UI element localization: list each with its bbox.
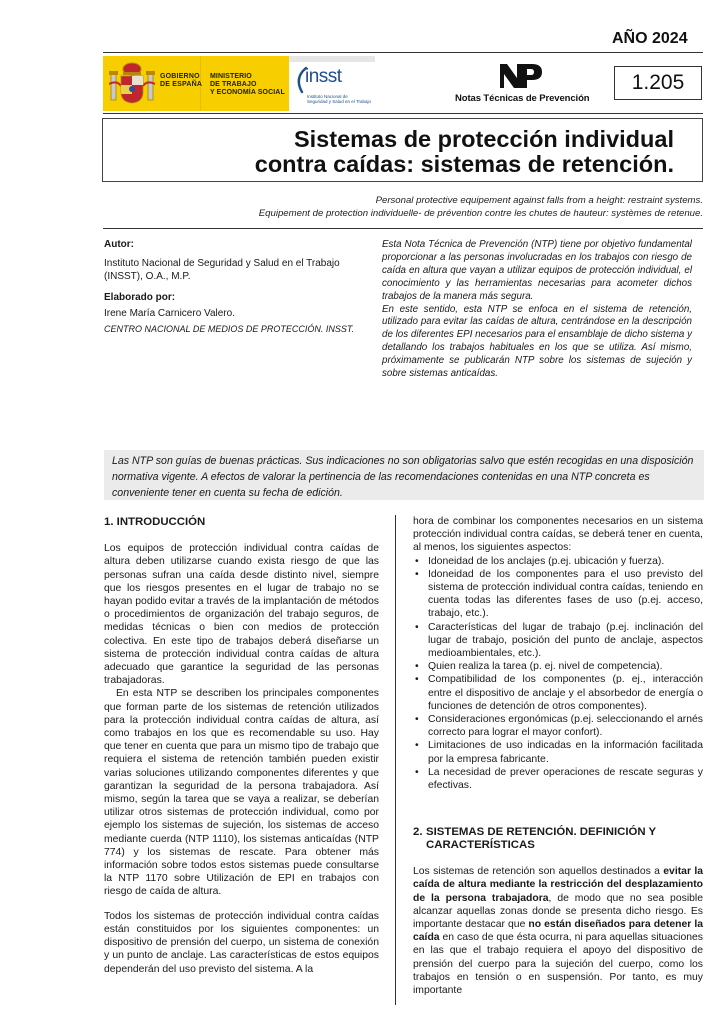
- gov-logo-line1: GOBIERNO: [160, 73, 200, 80]
- ministry-logo-line2: DE TRABAJO: [210, 81, 257, 88]
- page-title: [255, 127, 674, 177]
- text-run: , de modo que no sea posible alcanzar aquellas zonas donde se presenta dicho riesgo. Es importante destacar que: [413, 892, 703, 931]
- text-run: en caso de que ésta ocurra, ni para aquellas situaciones en las que el trabajo requiera el apoyo del dispositivo de prensión del cuerpo para la sujeción del cuerpo, como los trabajos en tensión o en suspensión. Por tanto, es muy importante: [413, 932, 703, 997]
- author-line2: (INSST), O.A., M.P.: [104, 271, 191, 282]
- gov-logo-line2: DE ESPAÑA: [160, 81, 203, 88]
- list-item-text: La necesidad de prever operaciones de rescate seguras y efectivas.: [428, 766, 703, 792]
- abstract-paragraph-1: Esta Nota Técnica de Prevención (NTP) tiene por objetivo fundamental proporcionar a las personas involucradas en los trabajos con riesgo de caída en altura que vayan a utilizar equipos de protección individual, el conocimiento y las herramientas necesarias para acometer dichos trabajos de la manera más segura.: [382, 239, 692, 302]
- left-column: [104, 516, 379, 976]
- abstract: [382, 239, 692, 381]
- author-label: Autor:: [104, 239, 134, 250]
- aspects-list: [413, 555, 703, 793]
- title-box: [102, 118, 703, 182]
- author-line1: Instituto Nacional de Seguridad y Salud en el Trabajo: [104, 258, 340, 269]
- ministry-logo-line3: Y ECONOMÍA SOCIAL: [210, 89, 285, 96]
- header-rule: [103, 52, 703, 53]
- bold-text-run: no están diseñados para detener la caída: [413, 919, 703, 944]
- bullet-icon: •: [415, 740, 419, 752]
- list-item-text: Quien realiza la tarea (p. ej. nivel de competencia).: [428, 661, 663, 673]
- government-logo-text: [160, 73, 202, 89]
- text-run: Los sistemas de retención son aquellos destinados a: [413, 866, 664, 878]
- insst-sub-line1: Instituto Nacional de: [307, 94, 348, 99]
- section-1-paragraph-3-continued: hora de combinar los componentes necesarios en un sistema protección individual contra caídas, se deberá tener en cuenta, al menos, los siguientes aspectos:: [413, 516, 703, 554]
- title-line2: contra caídas: sistemas de retención.: [254, 151, 674, 177]
- year-label: AÑO 2024: [612, 30, 688, 47]
- coat-of-arms-icon: [109, 62, 155, 104]
- section-1-paragraph-1: Los equipos de protección individual contra caídas de altura deben utilizarse cuando exista riesgo de que las personas sufran una caída desde distinto nivel, siempre que los riesgos presentes en el lugar de trabajo no se hayan podido evitar a través de la implantación de métodos o procedimientos de organización del trabajo seguros, de medidas técnicas o bien con medios de protección colectiva. En este tipo de trabajos deberá diseñarse un sistema de protección individual contra caídas de altura adecuado que garantice la seguridad de las personas trabajadoras.: [104, 543, 379, 687]
- list-item: [413, 621, 703, 661]
- center-name: CENTRO NACIONAL DE MEDIOS DE PROTECCIÓN. INSST.: [104, 324, 355, 334]
- ntp-number-box: 1.205: [614, 66, 702, 100]
- title-line1: Sistemas de protección individual: [293, 126, 674, 152]
- list-item-text: Características del lugar de trabajo (p.ej. inclinación del lugar de trabajo, posición del punto de anclaje, aspectos medioambientales, etc.).: [428, 621, 703, 660]
- abstract-paragraph-2: En este sentido, esta NTP se enfoca en el sistema de retención, utilizado para evitar las caídas de altura, centrándose en la descripción de los diferentes EPI necesarios para el ensamblaje de dicho sistema y detallando los trabajos habituales en los que se utiliza. Así mismo, próximamente se publicarán NTP sobre los sistemas de sujeción y sobre sistemas anticaídas.: [382, 303, 692, 380]
- np-caption: Notas Técnicas de Prevención: [455, 93, 590, 104]
- np-logo-icon: [500, 64, 542, 88]
- list-item-text: Idoneidad de los anclajes (p.ej. ubicación y fuerza).: [428, 555, 665, 567]
- elaborated-name: Irene María Carnicero Valero.: [104, 308, 235, 319]
- list-item-text: Compatibilidad de los componentes (p. ej., interacción entre el dispositivo de anclaje y el absorbedor de energía o funciones de detención de otros componentes).: [428, 674, 703, 712]
- list-item-text: Consideraciones ergonómicas (p.ej. seleccionando el arnés correcto para lograr el mayor confort).: [428, 714, 703, 739]
- ministry-logo-text: [210, 73, 285, 97]
- list-item: [413, 766, 703, 792]
- column-divider: [395, 515, 396, 1005]
- ministry-logo-line1: MINISTERIO: [210, 73, 252, 80]
- bullet-icon: •: [415, 661, 419, 673]
- bullet-icon: •: [415, 766, 419, 778]
- section-2-paragraph-1: [413, 865, 703, 997]
- subtitle-french: Equipement de protection individuelle- de prévention contre les chutes de hauteur: systèmes de retenue.: [258, 208, 703, 219]
- right-column: [413, 515, 703, 997]
- list-item: [413, 673, 703, 713]
- list-item-text: Idoneidad de los componentes para el uso previsto del sistema de protección individual contra caídas, teniendo en cuenta todas las diferentes fases de uso (p.ej. acceso, trabajo, etc.).: [428, 568, 703, 620]
- logo-grey-strip: [289, 56, 375, 62]
- bullet-icon: •: [415, 621, 419, 633]
- section-2-heading: [413, 826, 703, 852]
- bullet-icon: •: [415, 674, 419, 686]
- insst-logo-word: insst: [305, 66, 342, 87]
- list-item: [413, 713, 703, 739]
- author-block: [104, 238, 374, 336]
- insst-logo-subtitle: [307, 94, 371, 104]
- elaborated-label: Elaborado por:: [104, 292, 176, 303]
- logo-rule: [103, 113, 703, 114]
- bold-text-run: evitar la caída de altura mediante la restricción del desplazamiento de la persona trabajadora: [413, 866, 703, 904]
- list-item: [413, 568, 703, 621]
- section-2-number: 2.: [413, 826, 423, 839]
- list-item: [413, 660, 703, 673]
- subtitle-rule: [103, 228, 703, 229]
- list-item-text: Limitaciones de uso indicadas en la información facilitada por la empresa fabricante.: [428, 740, 703, 765]
- section-1-heading: 1. INTRODUCCIÓN: [104, 516, 206, 528]
- insst-sub-line2: Seguridad y Salud en el Trabajo: [307, 99, 372, 104]
- bullet-icon: •: [415, 568, 419, 580]
- section-1-paragraph-3: Todos los sistemas de protección individual contra caídas están constituidos por los siguientes componentes: un dispositivo de prensión del cuerpo, un sistema de conexión y un punto de anclaje. Las características de estos equipos dependerán del uso previsto del sistema. A la: [104, 910, 379, 975]
- bullet-icon: •: [415, 555, 419, 567]
- bullet-icon: •: [415, 714, 419, 726]
- list-item: [413, 555, 703, 568]
- list-item: [413, 739, 703, 765]
- section-1-paragraph-2: En esta NTP se describen los principales componentes que forman parte de los sistemas de retención utilizados para la protección individual contra caídas de altura, así como trabajos en los que es recomendable su uso. Hay que tener en cuenta que para un mismo tipo de trabajo que requiera el sistema de retención también pueden existir varias soluciones utilizando componentes diferentes y que garantizan la seguridad de la persona trabajadora. Así mismo, según la tarea que se vaya a realizar, se deberían utilizar otros sistemas de protección individual, como por ejemplo los sistemas de sujeción, los sistemas de acceso mediante cuerda (NTP 1110), los sistemas anticaídas (NTP 774) y los sistemas de rescate. Para obtener más información sobre todos estos sistemas puede consultarse la NTP 1170 sobre Utilización de EPI en trabajos con riesgo de caída de altura.: [104, 688, 379, 898]
- subtitle-english: Personal protective equipement against falls from a height: restraint systems.: [375, 195, 703, 206]
- section-2-title: SISTEMAS DE RETENCIÓN. DEFINICIÓN Y CARACTERÍSTICAS: [426, 826, 656, 852]
- translated-subtitles: [259, 194, 703, 220]
- disclaimer-note: Las NTP son guías de buenas prácticas. Sus indicaciones no son obligatorias salvo que estén recogidas en una disposición normativa vigente. A efectos de valorar la pertinencia de las recomendaciones contenidas en una NTP concreta es conveniente tener en cuenta su fecha de edición.: [104, 450, 704, 500]
